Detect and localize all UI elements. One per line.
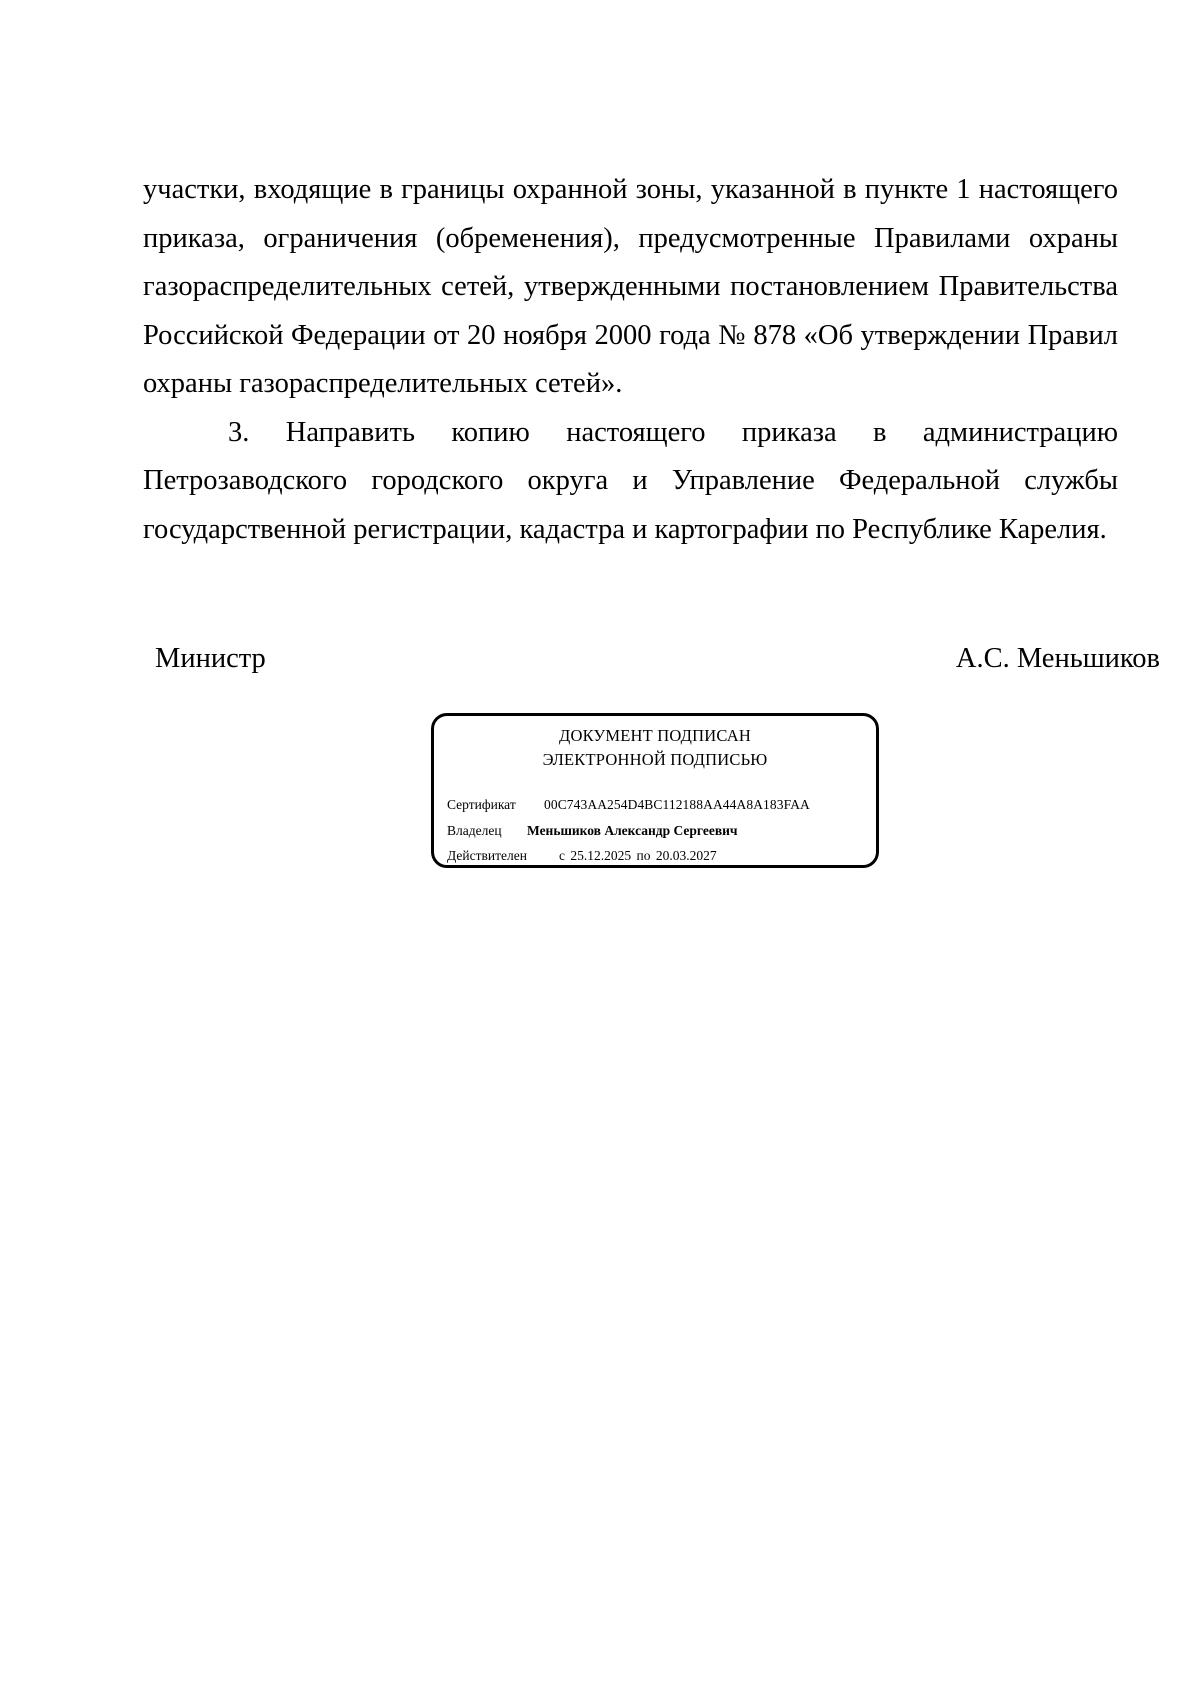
paragraph-continuation: участки, входящие в границы охранной зоны, указанной в пункте 1 настоящего приказа, ограничения (обременения), предусмотренные Правилами охраны газораспределительных сетей, утвержденными постановлением Правительства Российской Федерации от 20 ноября 2000 года № 878 «Об утверждении Правил охраны газораспределительных сетей». xyxy=(143,174,1118,399)
electronic-signature-stamp xyxy=(431,713,879,868)
certificate-value: 00C743AA254D4BC112188AA44A8A183FAA xyxy=(544,797,810,812)
stamp-details xyxy=(447,792,866,869)
validity-label: Действителен xyxy=(447,848,527,863)
stamp-title-line-2: ЭЛЕКТРОННОЙ ПОДПИСЬЮ xyxy=(542,750,768,769)
paragraph-item-3: 3. Направить копию настоящего приказа в администрацию Петрозаводского городского округа и Управление Федеральной службы государственной регистрации, кадастра и картографии по Республике Карелия. xyxy=(143,416,1118,545)
document-body xyxy=(143,166,1118,554)
validity-value: с 25.12.2025 по 20.03.2027 xyxy=(559,848,717,863)
certificate-label: Сертификат xyxy=(447,797,516,812)
stamp-owner-row xyxy=(447,818,866,844)
signatory-name: А.С. Меньшиков xyxy=(955,643,1160,674)
signatory-position: Министр xyxy=(155,643,266,674)
stamp-title-line-1: ДОКУМЕНТ ПОДПИСАН xyxy=(559,726,751,745)
owner-value: Меньшиков Александр Сергеевич xyxy=(527,822,738,838)
stamp-validity-row xyxy=(447,843,866,869)
stamp-title xyxy=(434,724,876,772)
stamp-certificate-row xyxy=(447,792,866,818)
owner-label: Владелец xyxy=(447,822,502,838)
